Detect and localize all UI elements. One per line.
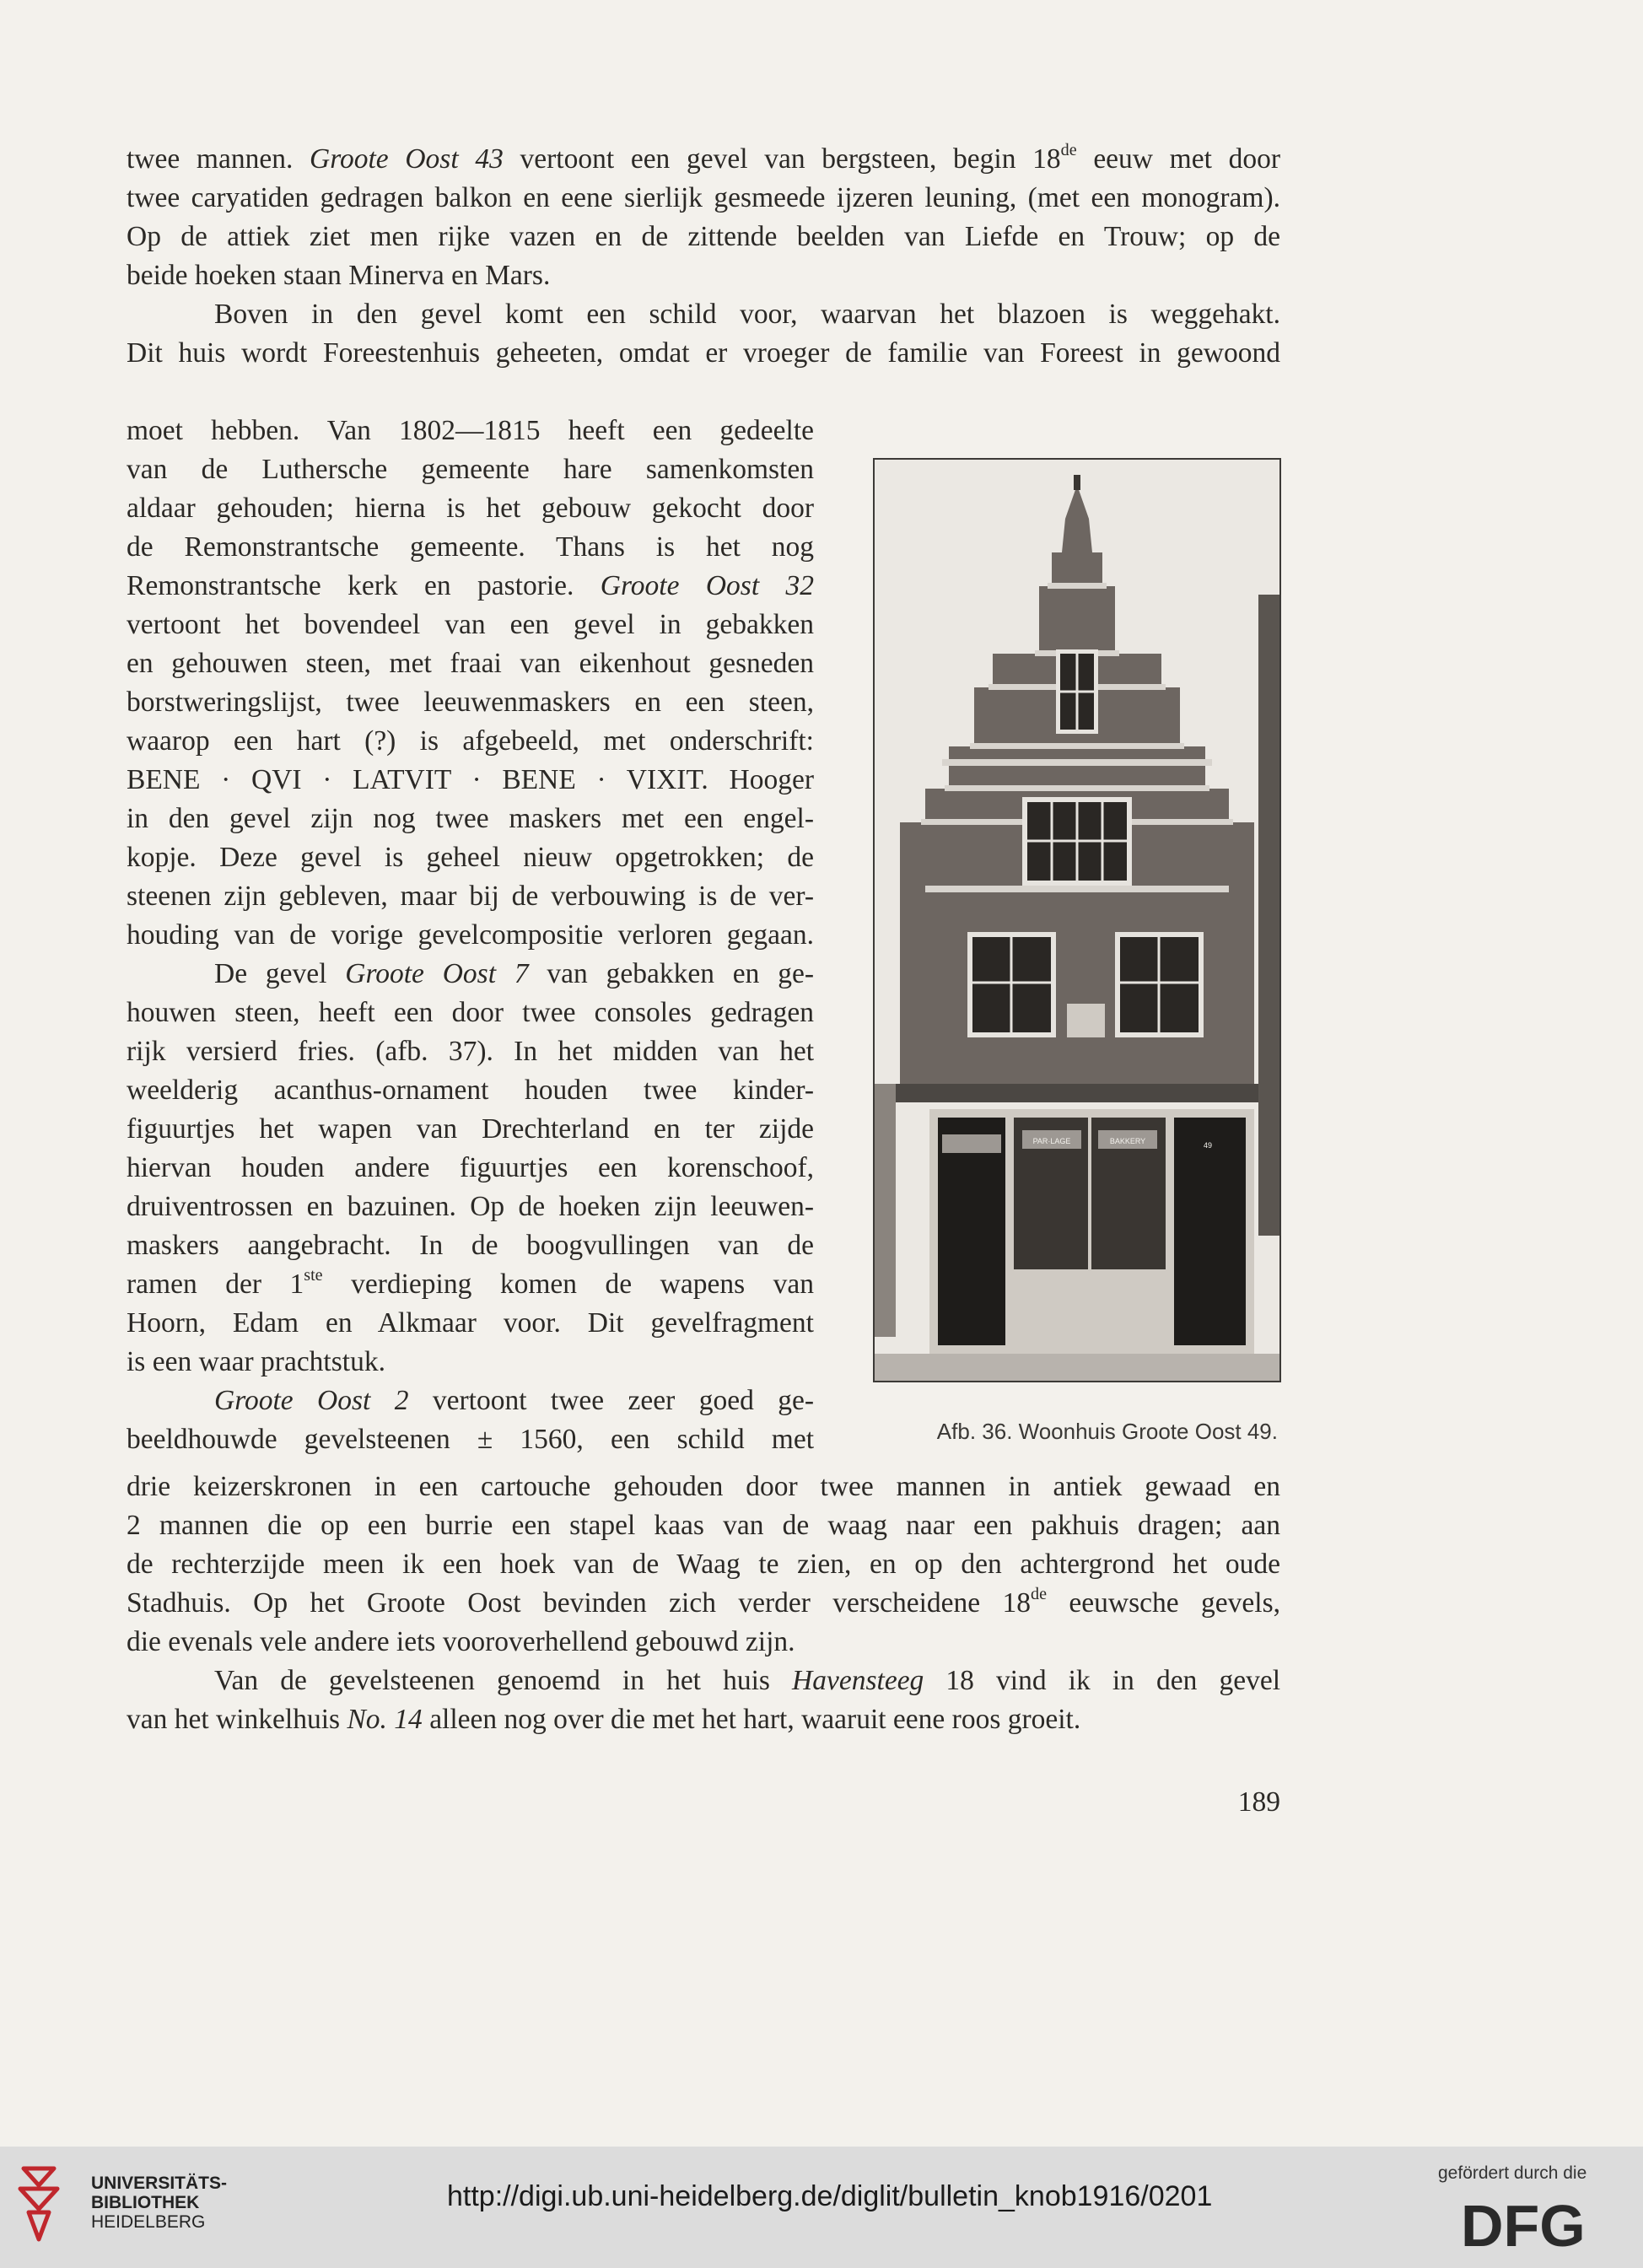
text-line: is een waar prachtstuk.: [127, 1346, 385, 1377]
text-line: weelderig acanthus-ornament houden twee kinder-: [127, 1075, 814, 1106]
figure-caption: Afb. 36. Woonhuis Groote Oost 49.: [936, 1419, 1278, 1444]
text-line: ramen der 1ste verdieping komen de wapens van: [127, 1265, 815, 1300]
text-line: Remonstrantsche kerk en pastorie. Groote Oost 32: [127, 570, 814, 601]
text-line: Stadhuis. Op het Groote Oost bevinden zich verder verscheidene 18de eeuwsche gevels,: [127, 1584, 1280, 1619]
house-number-plate: 49: [1203, 1141, 1213, 1150]
text-line: houwen steen, heeft een door twee consoles gedragen: [127, 997, 814, 1028]
text-line: steenen zijn gebleven, maar bij de verbouwing is de ver-: [127, 881, 814, 912]
text-line: hiervan houden andere figuurtjes een korenschoof,: [127, 1152, 814, 1183]
text-line: figuurtjes het wapen van Drechterland en ter zijde: [127, 1113, 814, 1145]
text-line: waarop een hart (?) is afgebeeld, met onderschrift:: [127, 725, 814, 757]
page-number: 189: [1237, 1786, 1280, 1818]
text-line: van de Luthersche gemeente hare samenkomsten: [127, 454, 814, 485]
text-line: druiventrossen en bazuinen. Op de hoeken zijn leeuwen-: [127, 1191, 814, 1222]
text-line: drie keizerskronen in een cartouche gehouden door twee mannen in antiek gewaad en: [127, 1471, 1280, 1502]
text-line: 2 mannen die op een burrie een stapel kaas van de waag naar een pakhuis dragen; aan: [127, 1510, 1280, 1541]
text-line: Van de gevelsteenen genoemd in het huis Havensteeg 18 vind ik in den gevel: [214, 1665, 1280, 1696]
text-line: Hoorn, Edam en Alkmaar voor. Dit gevelfragment: [127, 1307, 814, 1339]
dfg-logo-icon[interactable]: [1461, 2195, 1617, 2251]
superscript: ste: [304, 1265, 323, 1285]
superscript: de: [1060, 140, 1077, 159]
shop-sign-1: PAR·LAGE: [1032, 1137, 1071, 1145]
text-line: beeldhouwde gevelsteenen ± 1560, een schild met: [127, 1424, 814, 1455]
text-line: borstweringslijst, twee leeuwenmaskers en een steen,: [127, 687, 814, 718]
library-name-line2: BIBLIOTHEK: [91, 2193, 200, 2212]
text-line: De gevel Groote Oost 7 van gebakken en ge-: [214, 958, 814, 989]
text-line: aldaar gehouden; hierna is het gebouw gekocht door: [127, 493, 814, 524]
text-line: beide hoeken staan Minerva en Mars.: [127, 260, 551, 291]
text-line: Boven in den gevel komt een schild voor, waarvan het blazoen is weggehakt.: [214, 299, 1280, 330]
body-text-top: [127, 140, 1280, 373]
university-library-name[interactable]: [91, 2174, 227, 2232]
body-text-bottom: [127, 1468, 1280, 1739]
library-name-line3: HEIDELBERG: [91, 2212, 206, 2232]
text-line: Groote Oost 2 vertoont twee zeer goed ge-: [214, 1385, 814, 1416]
text-line: moet hebben. Van 1802—1815 heeft een gedeelte: [127, 415, 814, 446]
svg-text:DFG: DFG: [1461, 2195, 1586, 2251]
house-facade-illustration: [875, 460, 1279, 1381]
superscript: de: [1031, 1584, 1048, 1603]
funded-by-label: gefördert durch die: [1438, 2163, 1587, 2183]
text-line: vertoont het bovendeel van een gevel in gebakken: [127, 609, 814, 640]
italic-reference: Groote Oost 32: [600, 570, 814, 601]
text-line: de Remonstrantsche gemeente. Thans is het nog: [127, 531, 814, 563]
body-text-left-column: [127, 412, 814, 1459]
text-line: en gehouwen steen, met fraai van eikenhout gesneden: [127, 648, 814, 679]
italic-reference: Groote Oost 7: [345, 958, 529, 989]
text-line: Op de attiek ziet men rijke vazen en de zittende beelden van Liefde en Trouw; op de: [127, 221, 1280, 252]
text-line: BENE · QVI · LATVIT · BENE · VIXIT. Hooger: [127, 764, 814, 795]
text-line: rijk versierd fries. (afb. 37). In het midden van het: [127, 1036, 814, 1067]
text-line: die evenals vele andere iets vooroverhellend gebouwd zijn.: [127, 1626, 795, 1657]
shop-sign-2: BAKKERY: [1109, 1137, 1146, 1145]
text-line: de rechterzijde meen ik een hoek van de Waag te zien, en op den achtergrond het oude: [127, 1549, 1280, 1580]
text-line: twee mannen. Groote Oost 43 vertoont een gevel van bergsteen, begin 18de eeuw met door: [127, 140, 1280, 175]
italic-reference: Havensteeg: [792, 1665, 924, 1696]
text-line: houding van de vorige gevelcompositie verloren gegaan.: [127, 919, 814, 951]
text-line: kopje. Deze gevel is geheel nieuw opgetrokken; de: [127, 842, 814, 873]
text-line: twee caryatiden gedragen balkon en eene sierlijk gesmeede ijzeren leuning, (met een monogram).: [127, 182, 1280, 213]
library-name-line1: UNIVERSITÄTS-: [91, 2174, 228, 2193]
digitization-footer: [0, 2147, 1643, 2268]
italic-reference: Groote Oost 2: [214, 1385, 409, 1416]
italic-reference: Groote Oost 43: [310, 143, 504, 175]
university-library-logo-icon[interactable]: [17, 2165, 61, 2243]
text-line: Dit huis wordt Foreestenhuis geheeten, omdat er vroeger de familie van Foreest in gewoond: [127, 337, 1280, 369]
italic-reference: No. 14: [347, 1704, 423, 1735]
text-line: in den gevel zijn nog twee maskers met een engel-: [127, 803, 814, 834]
house-photograph: [873, 458, 1281, 1382]
permalink-url[interactable]: http://digi.ub.uni-heidelberg.de/diglit/bulletin_knob1916/0201: [447, 2180, 1213, 2212]
text-line: maskers aangebracht. In de boogvullingen van de: [127, 1230, 814, 1261]
text-line: van het winkelhuis No. 14 alleen nog over die met het hart, waaruit eene roos groeit.: [127, 1704, 1081, 1735]
